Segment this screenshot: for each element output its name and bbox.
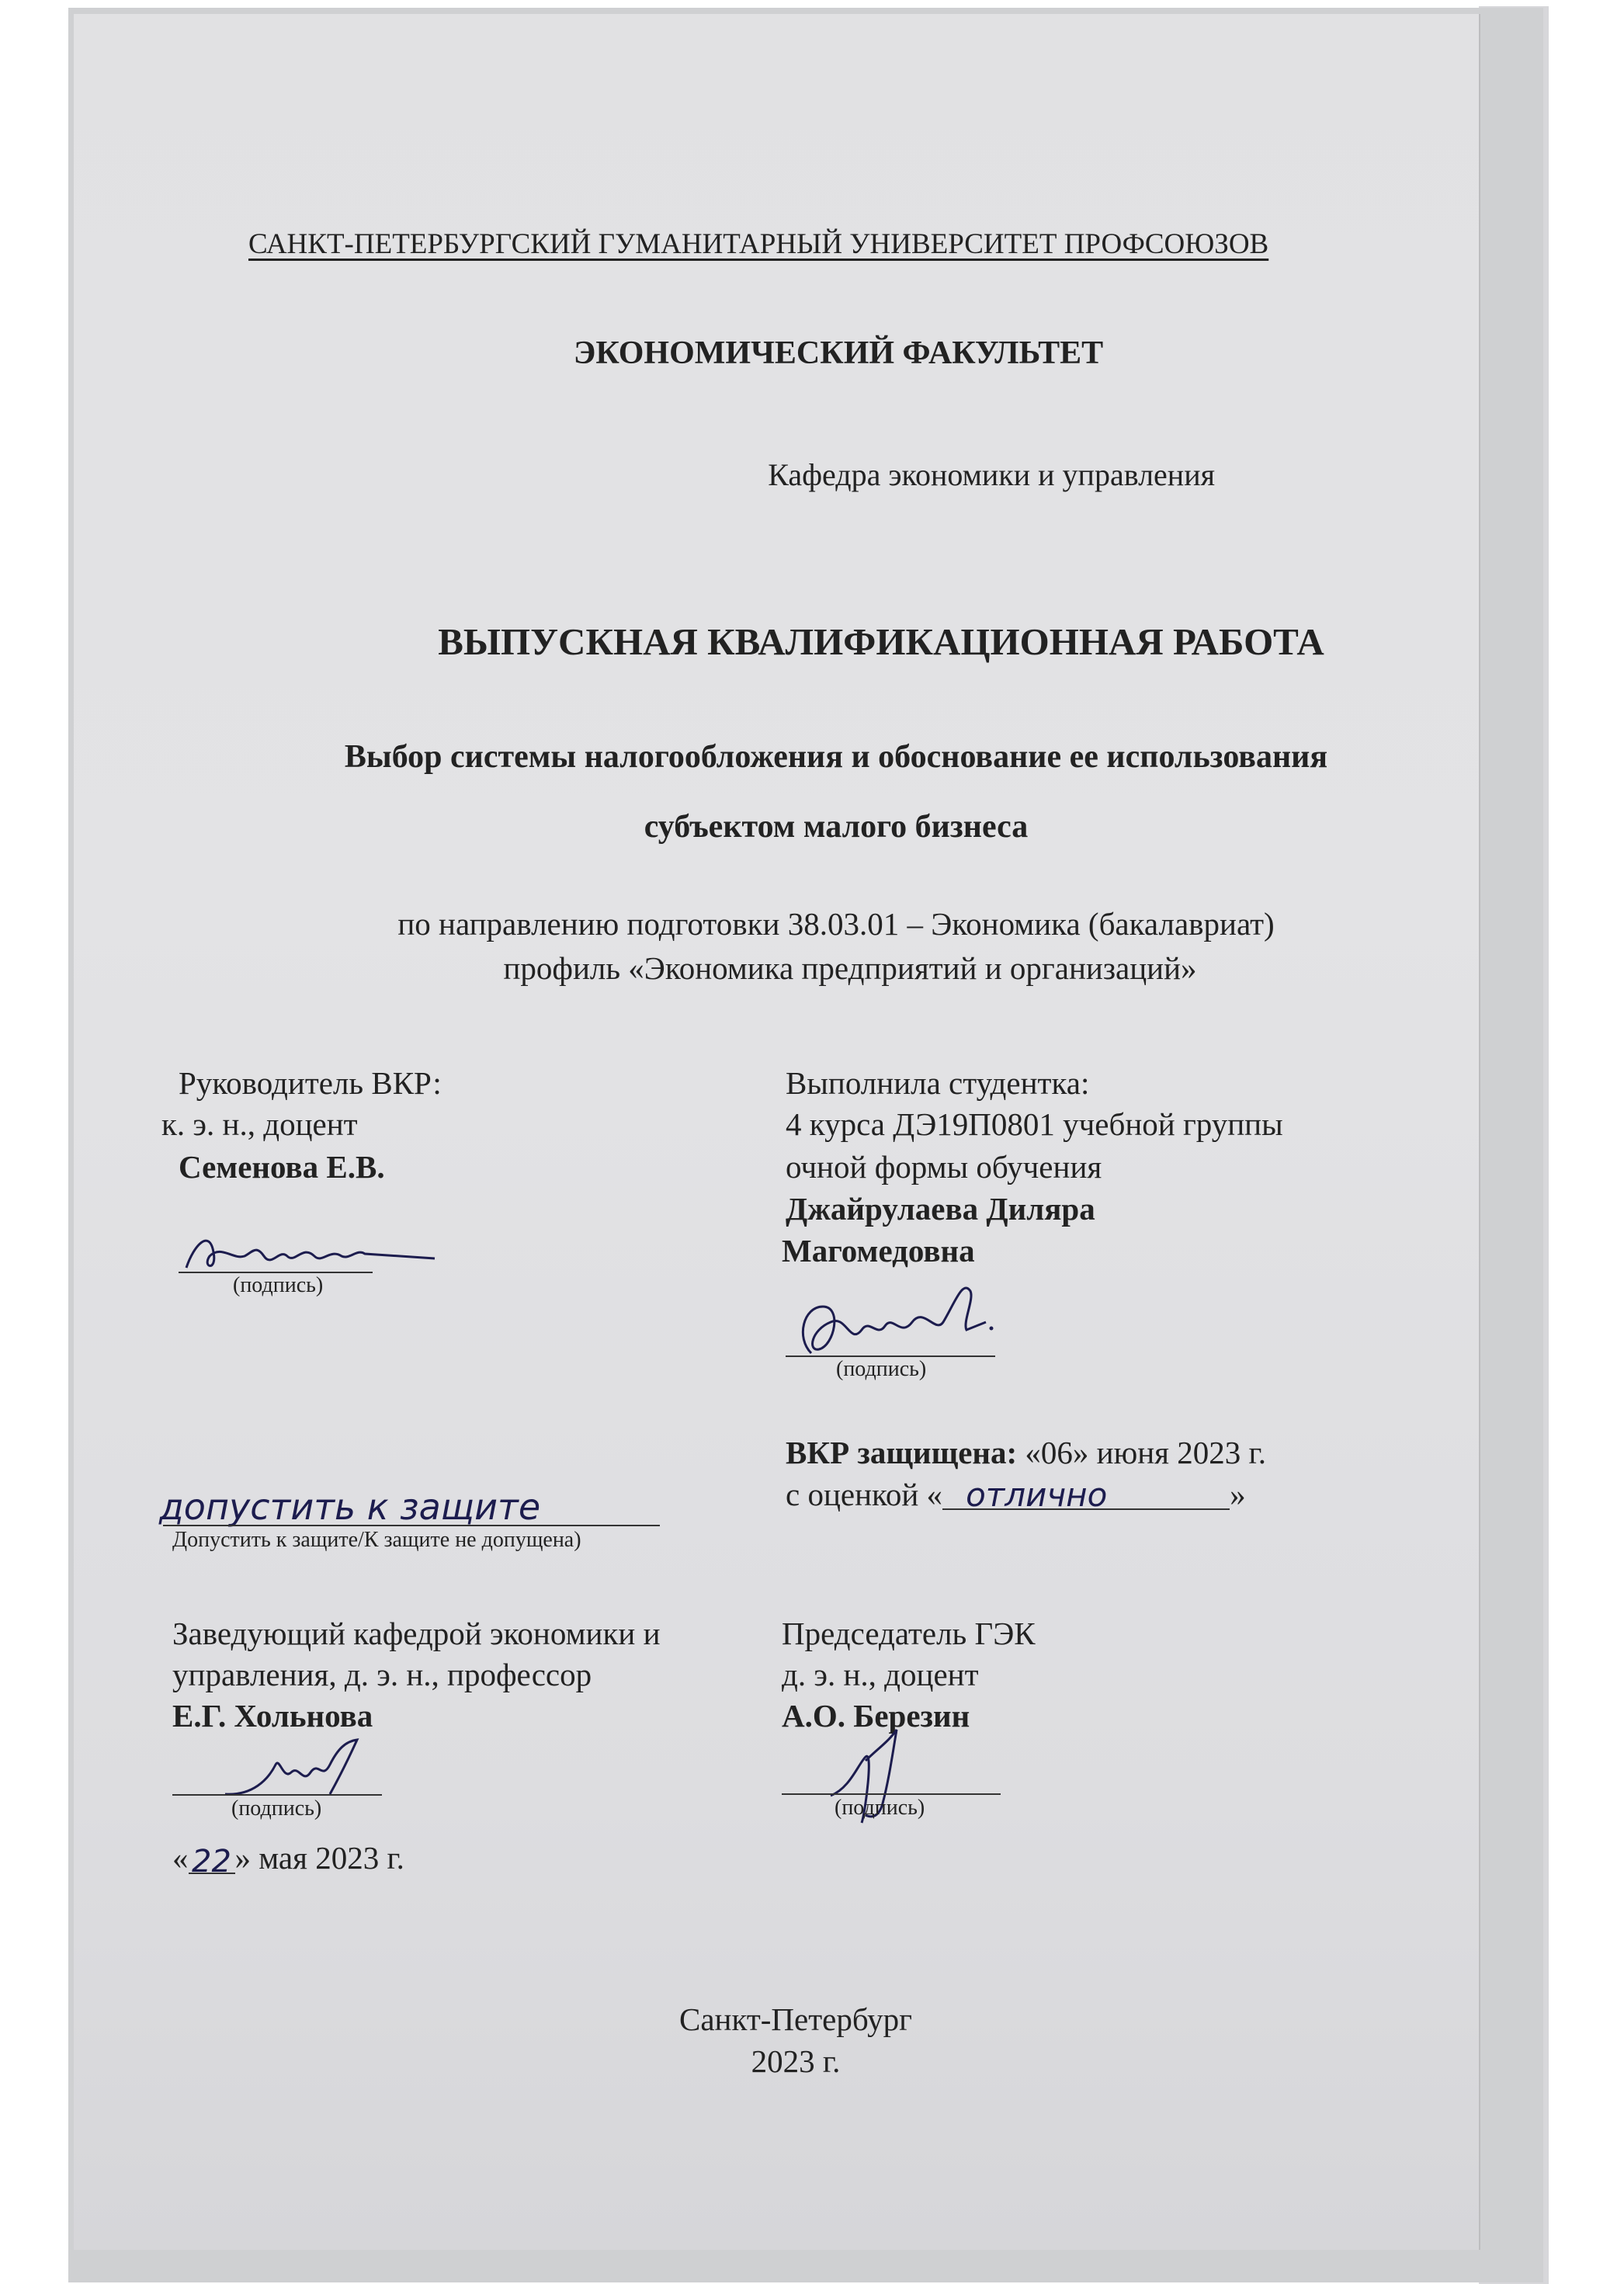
- student-study-form: очной формы обучения: [786, 1149, 1102, 1185]
- head-signature-caption: (подпись): [231, 1796, 322, 1821]
- year: 2023 г.: [751, 2043, 841, 2079]
- head-approval-date: [172, 1837, 404, 1879]
- head-signature-line: [172, 1794, 382, 1796]
- city: Санкт-Петербург: [679, 2001, 912, 2037]
- head-date-day: 22: [192, 1844, 231, 1880]
- head-date-open: «: [172, 1840, 189, 1876]
- grade-handwritten: отлично: [966, 1476, 1108, 1514]
- head-signature: [221, 1734, 377, 1803]
- defense-label: ВКР защищена:: [786, 1435, 1018, 1470]
- study-direction: по направлению подготовки 38.03.01 – Экономика (бакалавриат): [397, 906, 1275, 942]
- head-date-rest: » мая 2023 г.: [234, 1840, 404, 1876]
- supervisor-name: Семенова Е.В.: [179, 1149, 385, 1185]
- gek-chair-title: Председатель ГЭК: [782, 1616, 1036, 1651]
- student-name-line-2: Магомедовна: [782, 1233, 975, 1269]
- department-name: Кафедра экономики и управления: [768, 457, 1215, 492]
- student-course-group: 4 курса ДЭ19П0801 учебной группы: [786, 1106, 1283, 1142]
- head-title-line-2: управления, д. э. н., профессор: [172, 1657, 592, 1692]
- university-name: САНКТ-ПЕТЕРБУРГСКИЙ ГУМАНИТАРНЫЙ УНИВЕРСИТЕТ ПРОФСОЮЗОВ: [248, 228, 1269, 260]
- student-signature: [788, 1276, 1036, 1369]
- grade-suffix: »: [1230, 1477, 1246, 1512]
- student-name-line-1: Джайрулаева Диляра: [786, 1191, 1095, 1227]
- svg-text:Семенова: Семенова: [186, 1279, 190, 1280]
- thesis-topic-line-1: Выбор системы налогообложения и обоснование ее использования: [344, 739, 1328, 775]
- gek-chair-name: А.О. Березин: [782, 1698, 970, 1734]
- admission-handwritten: допустить к защите: [159, 1486, 541, 1528]
- gek-chair-degree: д. э. н., доцент: [782, 1657, 979, 1692]
- supervisor-signature-caption: (подпись): [233, 1273, 324, 1297]
- head-date-blank: [189, 1840, 235, 1880]
- defense-date: «06» июня 2023 г.: [1025, 1435, 1266, 1470]
- gek-chair-signature-caption: (подпись): [835, 1796, 925, 1820]
- admission-caption: Допустить к защите/К защите не допущена): [172, 1528, 581, 1552]
- admission-line: [163, 1525, 660, 1526]
- student-signature-caption: (подпись): [836, 1357, 927, 1381]
- grade-blank: [942, 1476, 1230, 1514]
- faculty-name: ЭКОНОМИЧЕСКИЙ ФАКУЛЬТЕТ: [573, 335, 1104, 371]
- thesis-topic-line-2: субъектом малого бизнеса: [644, 809, 1029, 845]
- defense-result: [786, 1432, 1266, 1473]
- title-page: [74, 14, 1480, 2250]
- head-name: Е.Г. Хольнова: [172, 1698, 373, 1734]
- head-title-line-1: Заведующий кафедрой экономики и: [172, 1616, 661, 1651]
- study-profile: профиль «Экономика предприятий и организаций»: [503, 950, 1197, 986]
- document-type: ВЫПУСКНАЯ КВАЛИФИКАЦИОННАЯ РАБОТА: [438, 620, 1324, 663]
- supervisor-label: Руководитель ВКР:: [179, 1065, 442, 1101]
- supervisor-degree: к. э. н., доцент: [161, 1106, 358, 1142]
- grade-prefix: с оценкой «: [786, 1477, 943, 1512]
- student-label: Выполнила студентка:: [786, 1065, 1090, 1101]
- defense-grade: [786, 1473, 1246, 1515]
- gek-chair-signature-line: [782, 1793, 1001, 1795]
